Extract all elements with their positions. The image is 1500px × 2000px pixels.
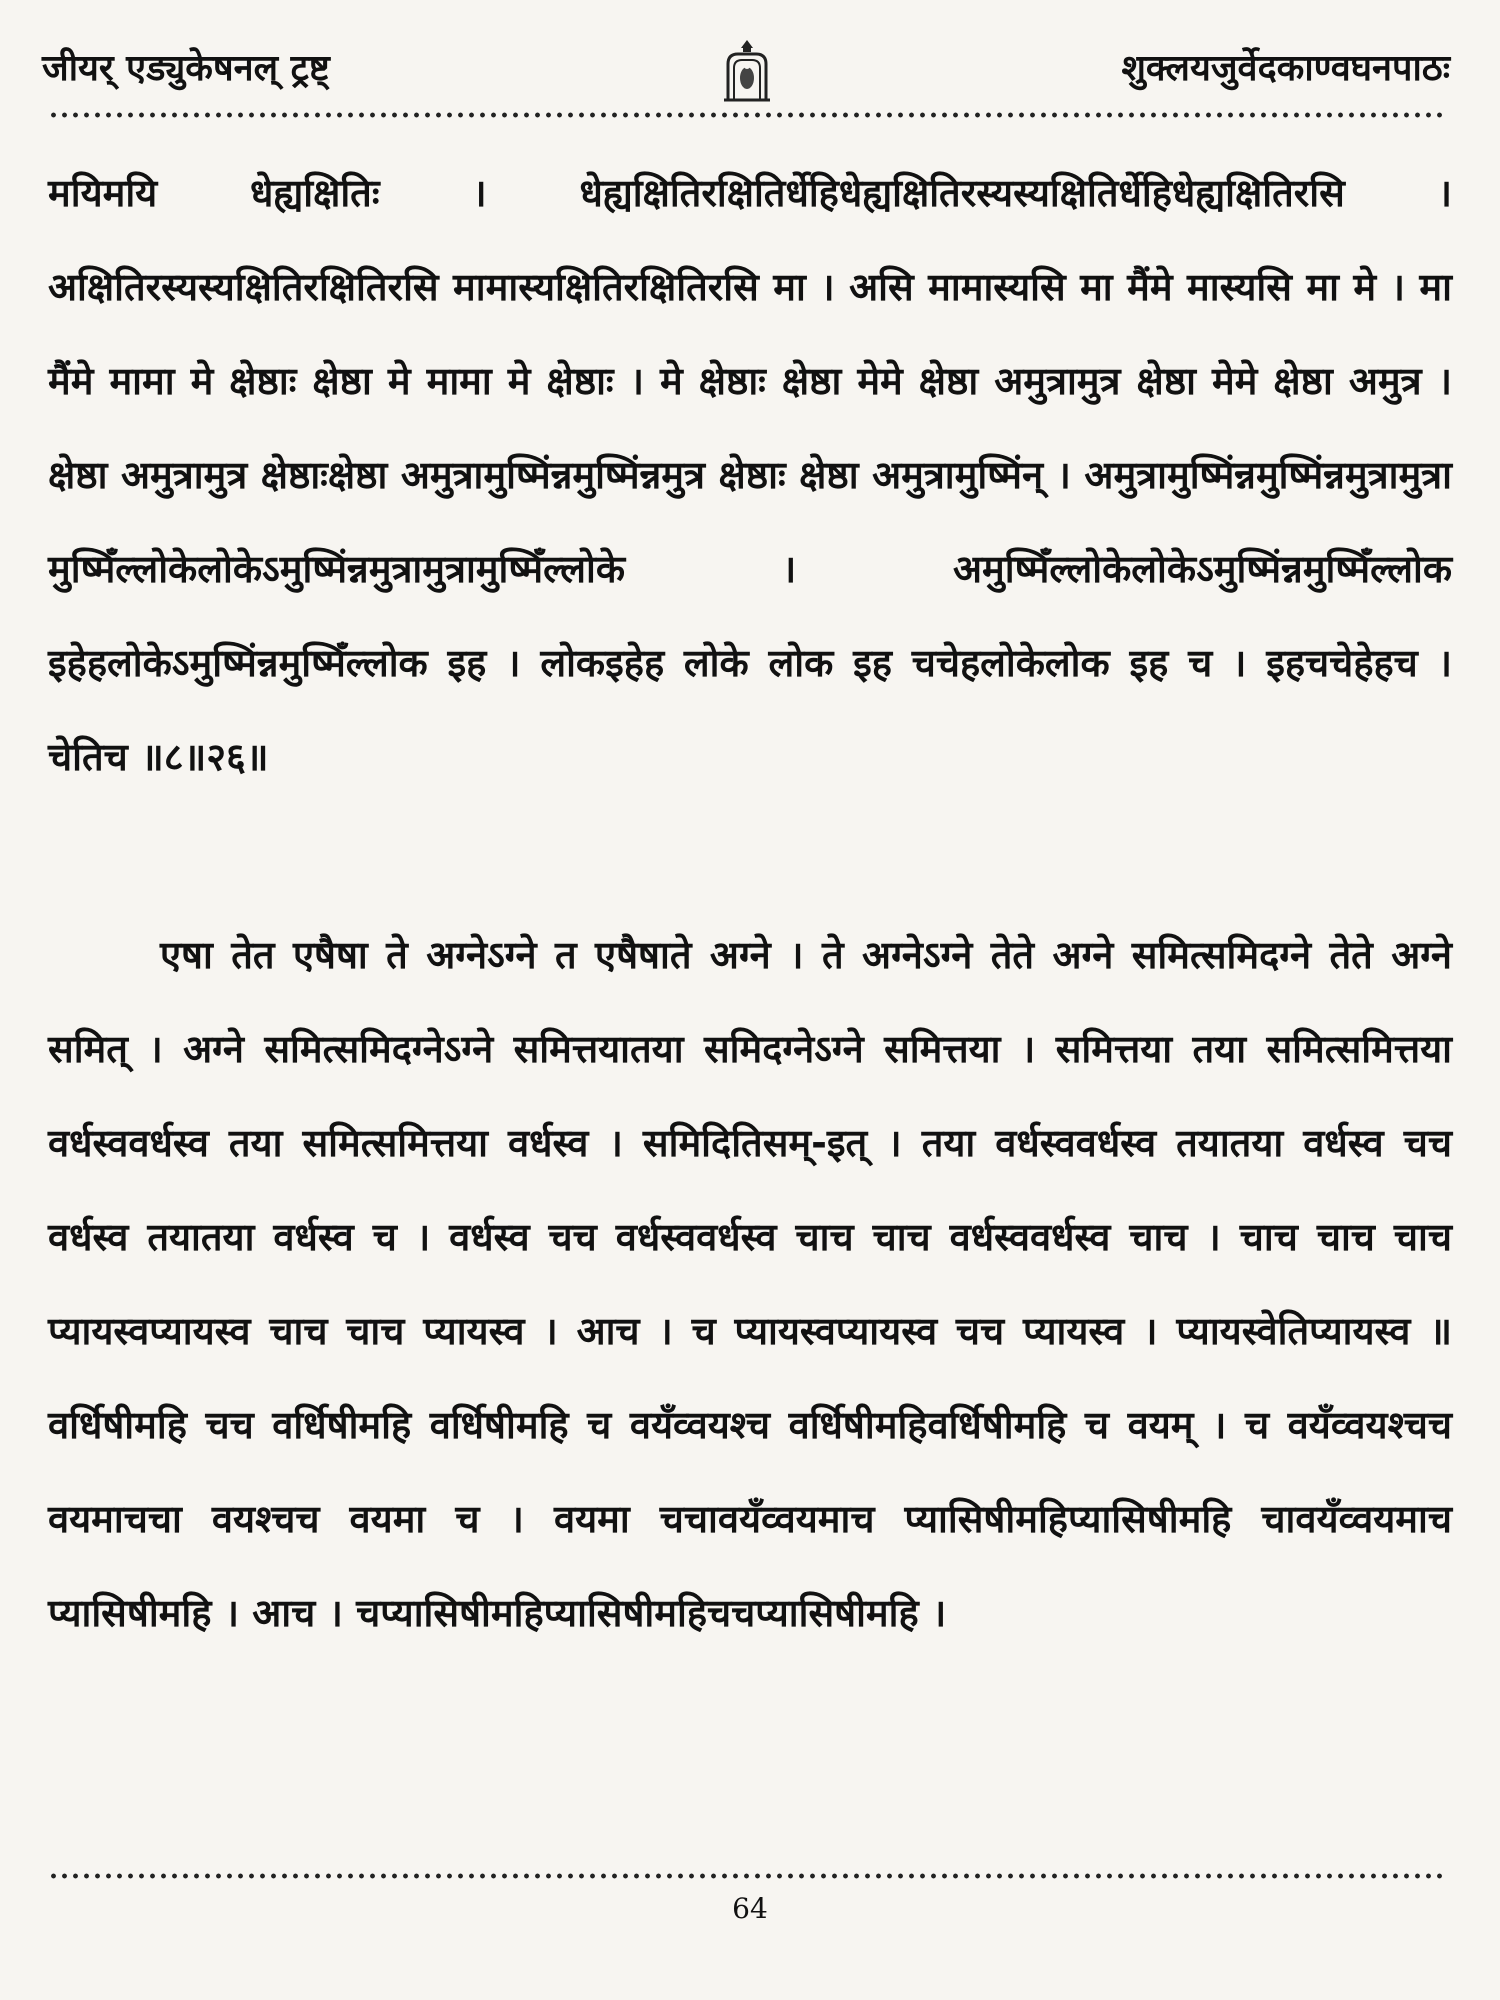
verse-block-1 bbox=[48, 146, 1452, 804]
running-header bbox=[42, 38, 1458, 98]
footer-dotted-divider bbox=[48, 1873, 1444, 1879]
publisher-title: जीयर् एड्युकेषनल् ट्रष्ट् bbox=[42, 48, 330, 89]
temple-emblem-icon bbox=[720, 38, 774, 102]
page-number: 64 bbox=[732, 1892, 768, 1925]
verse-block-2 bbox=[48, 908, 1452, 1660]
paragraph-1: मयिमयि धेह्यक्षितिः । धेह्यक्षितिरक्षितिर्धेहिधेह्यक्षितिरस्यस्यक्षितिर्धेहिधेह्यक्षितिरसि । अक्षितिरस्यस्यक्षितिरक्षितिरसि मामास्यक्षितिरक्षितिरसि मा । असि मामास्यसि मा मैंमे मास्यसि मा मे । मा मैंमे मामा मे क्षेष्ठाः क्षेष्ठा मे मामा मे क्षेष्ठाः । मे क्षेष्ठाः क्षेष्ठा मेमे क्षेष्ठा अमुत्रामुत्र क्षेष्ठा मेमे क्षेष्ठा अमुत्र । क्षेष्ठा अमुत्रामुत्र क्षेष्ठाःक्षेष्ठा अमुत्रामुष्मिंन्नमुष्मिंन्नमुत्र क्षेष्ठाः क्षेष्ठा अमुत्रामुष्मिंन् । अमुत्रामुष्मिंन्नमुष्मिंन्नमुत्रामुत्रा मुष्मिँल्लोकेलोकेऽमुष्मिंन्नमुत्रामुत्रामुष्मिँल्लोके । अमुष्मिँल्लोकेलोकेऽमुष्मिंन्नमुष्मिँल्लोक इहेहलोकेऽमुष्मिंन्नमुष्मिँल्लोक इह । लोकइहेह लोके लोक इह चचेहलोकेलोक इह च । इहचचेहेहच । चेतिच ॥८॥२६॥ bbox=[48, 171, 1452, 779]
header-dotted-divider bbox=[48, 112, 1444, 118]
paragraph-2: एषा तेत एषैषा ते अग्नेऽग्ने त एषैषाते अग्ने । ते अग्नेऽग्ने तेते अग्ने समित्समिदग्ने तेते अग्ने समित् । अग्ने समित्समिदग्नेऽग्ने समित्तयातया समिदग्नेऽग्ने समित्तया । समित्तया तया समित्समित्तया वर्धस्ववर्धस्व तया समित्समित्तया वर्धस्व । समिदितिसम्-इत् । तया वर्धस्ववर्धस्व तयातया वर्धस्व चच वर्धस्व तयातया वर्धस्व च । वर्धस्व चच वर्धस्ववर्धस्व चाच चाच वर्धस्ववर्धस्व चाच । चाच चाच चाच प्यायस्वप्यायस्व चाच चाच प्यायस्व । आच । च प्यायस्वप्यायस्व चच प्यायस्व । प्यायस्वेतिप्यायस्व ॥ वर्धिषीमहि चच वर्धिषीमहि वर्धिषीमहि च वयँव्वयश्च वर्धिषीमहिवर्धिषीमहि च वयम् । च वयँव्वयश्चच वयमाचचा वयश्चच वयमा च । वयमा चचावयँव्वयमाच प्यासिषीमहिप्यासिषीमहि चावयँव्वयमाच प्यासिषीमहि । आच । चप्यासिषीमहिप्यासिषीमहिचचप्यासिषीमहि । bbox=[48, 933, 1452, 1635]
text-title: शुक्लयजुर्वेदकाण्वघनपाठः bbox=[1121, 48, 1450, 89]
